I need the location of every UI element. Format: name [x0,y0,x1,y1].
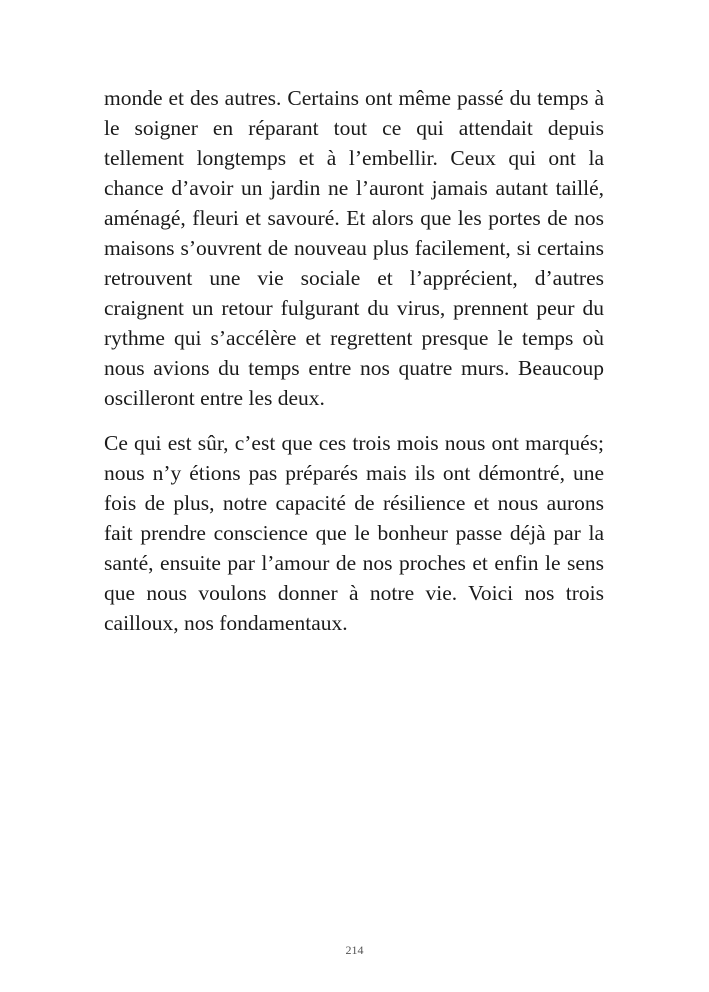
page-number: 214 [345,943,364,957]
body-text [104,83,604,638]
paragraph-1: monde et des autres. Certains ont même passé du temps à le soigner en réparant tout ce qui attendait depuis tellement longtemps et à l’embellir. Ceux qui ont la chance d’avoir un jardin ne l’auront jamais autant taillé, aménagé, fleuri et savouré. Et alors que les portes de nos maisons s’ouvrent de nouveau plus facilement, si certains retrouvent une vie sociale et l’apprécient, d’autres craignent un retour fulgurant du virus, prennent peur du rythme qui s’accélère et regrettent presque le temps où nous avions du temps entre nos quatre murs. Beaucoup oscilleront entre les deux. [104,86,604,410]
paragraph-2: Ce qui est sûr, c’est que ces trois mois nous ont marqués; nous n’y étions pas préparés mais ils ont démontré, une fois de plus, notre capacité de résilience et nous aurons fait prendre conscience que le bonheur passe déjà par la santé, ensuite par l’amour de nos proches et enfin le sens que nous voulons donner à notre vie. Voici nos trois cailloux, nos fondamentaux. [104,431,604,635]
